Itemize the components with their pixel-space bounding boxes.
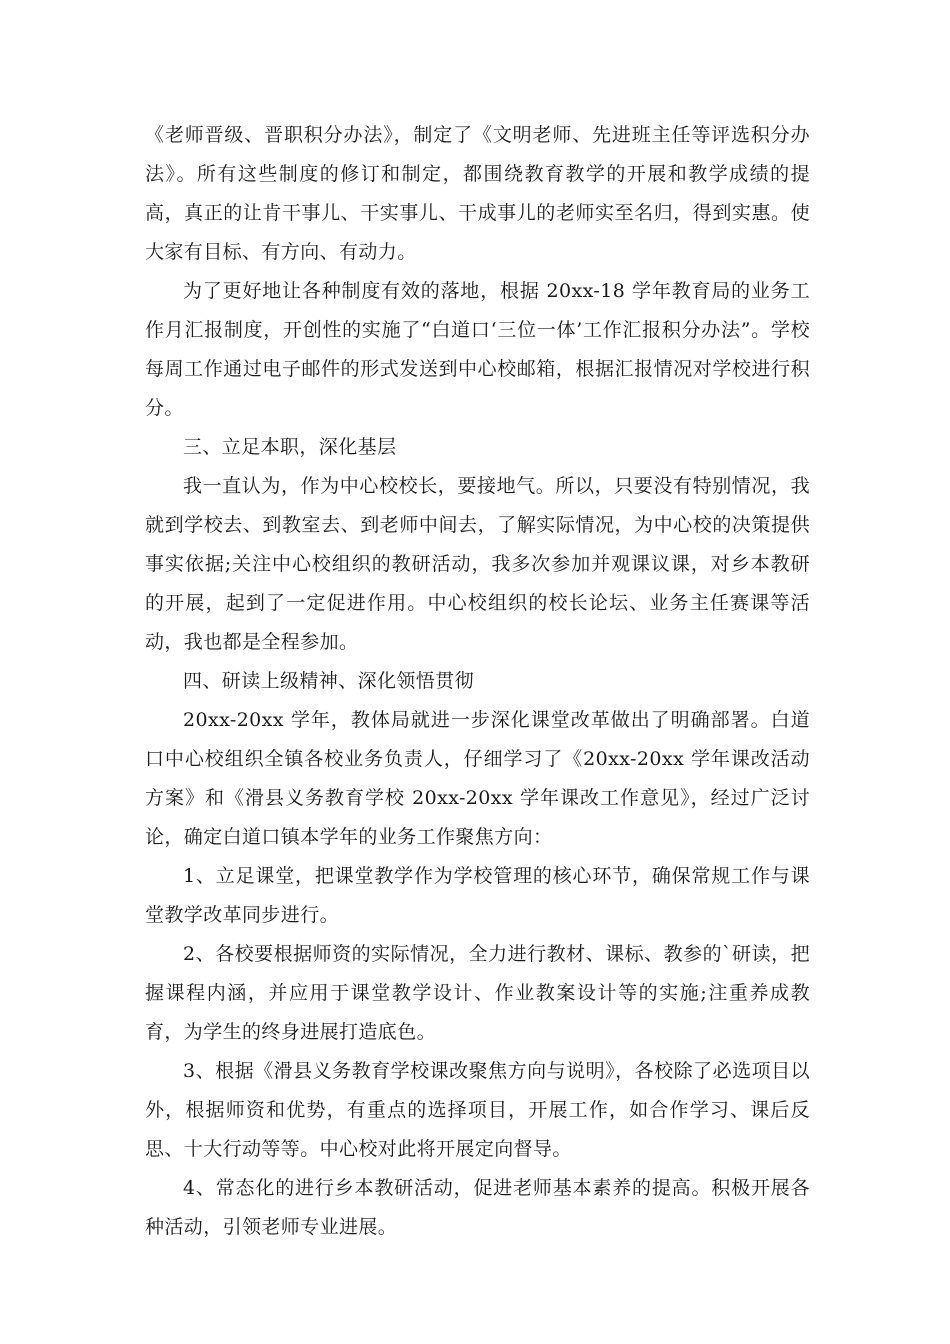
section-heading-three: 三、立足本职，深化基层 xyxy=(183,436,397,458)
list-item-4: 4、常态化的进行乡本教研活动，促进老师基本素养的提高。积极开展各种活动，引领老师专业进展。 xyxy=(145,1177,810,1238)
list-item-2: 2、各校要根据师资的实际情况，全力进行教材、课标、教参的`研读，把握课程内涵，并应用于课堂教学设计、作业教案设计等的实施;注重养成教育，为学生的终身进展打造底色。 xyxy=(145,943,810,1043)
list-item-3: 3、根据《滑县义务教育学校课改聚焦方向与说明》，各校除了必选项目以外，根据师资和优势，有重点的选择项目，开展工作，如合作学习、课后反思、十大行动等等。中心校对此将开展定向督导。 xyxy=(145,1060,810,1160)
paragraph-report-system: 为了更好地让各种制度有效的落地，根据 20xx-18 学年教育局的业务工作月汇报制度，开创性的实施了“白道口‘三位一体’工作汇报积分办法”。学校每周工作通过电子邮件的形式发送到中心校邮箱，根据汇报情况对学校进行积分。 xyxy=(145,280,810,419)
document-body xyxy=(145,116,810,1247)
paragraph-evaluation-methods: 《老师晋级、晋职积分办法》，制定了《文明老师、先进班主任等评选积分办法》。所有这些制度的修订和制定，都围绕教育教学的开展和教学成绩的提高，真正的让肯干事儿、干实事儿、干成事儿的老师实至名归，得到实惠。使大家有目标、有方向、有动力。 xyxy=(145,124,810,263)
section-heading-four: 四、研读上级精神、深化领悟贯彻 xyxy=(183,670,475,692)
paragraph-grassroots: 我一直认为，作为中心校校长，要接地气。所以，只要没有特别情况，我就到学校去、到教室去、到老师中间去，了解实际情况，为中心校的决策提供事实依据;关注中心校组织的教研活动，我多次参加并观课议课，对乡本教研的开展，起到了一定促进作用。中心校组织的校长论坛、业务主任赛课等活动，我也都是全程参加。 xyxy=(145,475,810,653)
list-item-1: 1、立足课堂，把课堂教学作为学校管理的核心环节，确保常规工作与课堂教学改革同步进行。 xyxy=(145,865,810,926)
paragraph-reform-deployment: 20xx-20xx 学年，教体局就进一步深化课堂改革做出了明确部署。白道口中心校组织全镇各校业务负责人，仔细学习了《20xx-20xx 学年课改活动方案》和《滑县义务教育学校 20xx-20xx 学年课改工作意见》，经过广泛讨论，确定白道口镇本学年的业务工作聚焦方向： xyxy=(145,709,810,848)
